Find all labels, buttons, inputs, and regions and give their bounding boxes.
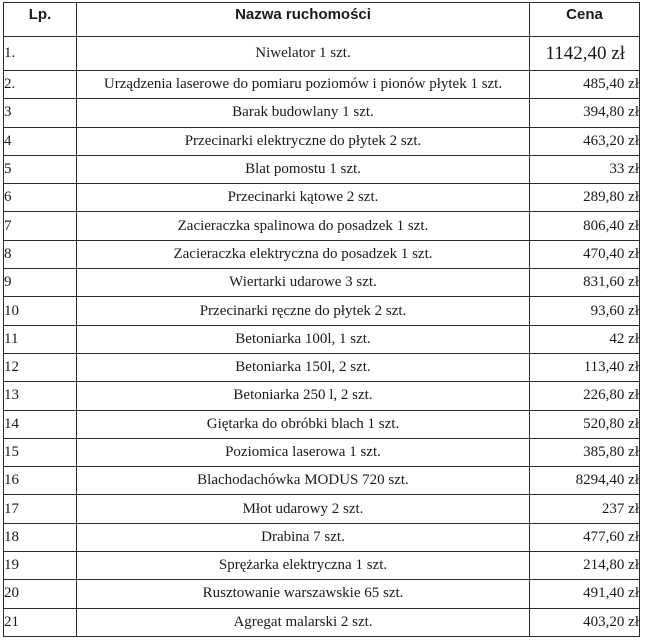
table-row [4,99,640,127]
item-price: 470,40 zł [530,240,640,268]
row-number: 14 [4,410,77,438]
row-number: 5 [4,155,77,183]
row-number: 11 [4,325,77,353]
row-number: 6 [4,184,77,212]
item-name: Przecinarki elektryczne do płytek 2 szt. [77,127,530,155]
table-row [4,184,640,212]
item-price: 463,20 zł [530,127,640,155]
row-number: 1. [4,37,77,71]
table-header [4,3,640,37]
item-name: Wiertarki udarowe 3 szt. [77,269,530,297]
item-name: Urządzenia laserowe do pomiaru poziomów i pionów płytek 1 szt. [77,71,530,99]
item-name: Rusztowanie warszawskie 65 szt. [77,580,530,608]
item-name: Poziomica laserowa 1 szt. [77,438,530,466]
row-number: 2. [4,71,77,99]
row-number: 3 [4,99,77,127]
table-row [4,37,640,71]
row-number: 19 [4,552,77,580]
item-name: Przecinarki kątowe 2 szt. [77,184,530,212]
item-name: Blat pomostu 1 szt. [77,155,530,183]
row-number: 17 [4,495,77,523]
item-name: Blachodachówka MODUS 720 szt. [77,467,530,495]
row-number: 9 [4,269,77,297]
item-name: Niwelator 1 szt. [77,37,530,71]
item-price: 491,40 zł [530,580,640,608]
table-row [4,269,640,297]
item-price: 214,80 zł [530,552,640,580]
item-name: Sprężarka elektryczna 1 szt. [77,552,530,580]
item-name: Młot udarowy 2 szt. [77,495,530,523]
table-row [4,438,640,466]
item-price: 394,80 zł [530,99,640,127]
table-row [4,71,640,99]
item-name: Betoniarka 250 l, 2 szt. [77,382,530,410]
item-price: 289,80 zł [530,184,640,212]
table-row [4,325,640,353]
table-row [4,382,640,410]
item-price: 806,40 zł [530,212,640,240]
item-name: Betoniarka 100l, 1 szt. [77,325,530,353]
row-number: 8 [4,240,77,268]
table-row [4,297,640,325]
item-name: Przecinarki ręczne do płytek 2 szt. [77,297,530,325]
table-row [4,608,640,636]
row-number: 12 [4,353,77,381]
table-row [4,212,640,240]
item-price: 1142,40 zł [530,37,640,71]
item-price: 385,80 zł [530,438,640,466]
row-number: 7 [4,212,77,240]
table-row [4,523,640,551]
item-price: 42 zł [530,325,640,353]
item-price: 33 zł [530,155,640,183]
table-row [4,495,640,523]
row-number: 21 [4,608,77,636]
item-name: Giętarka do obróbki blach 1 szt. [77,410,530,438]
row-number: 20 [4,580,77,608]
item-price: 226,80 zł [530,382,640,410]
table-body [4,37,640,637]
row-number: 16 [4,467,77,495]
item-name: Zacieraczka elektryczna do posadzek 1 szt. [77,240,530,268]
item-price: 237 zł [530,495,640,523]
row-number: 13 [4,382,77,410]
row-number: 4 [4,127,77,155]
table-row [4,467,640,495]
table-row [4,552,640,580]
item-name: Barak budowlany 1 szt. [77,99,530,127]
table-row [4,155,640,183]
assets-price-table [3,2,640,637]
item-price: 113,40 zł [530,353,640,381]
item-price: 520,80 zł [530,410,640,438]
column-header-name: Nazwa ruchomości [77,3,530,37]
table-row [4,580,640,608]
item-price: 93,60 zł [530,297,640,325]
header-row [4,3,640,37]
row-number: 15 [4,438,77,466]
column-header-price: Cena [530,3,640,37]
table-row [4,240,640,268]
table-row [4,127,640,155]
column-header-lp: Lp. [4,3,77,37]
item-price: 477,60 zł [530,523,640,551]
item-name: Zacieraczka spalinowa do posadzek 1 szt. [77,212,530,240]
item-price: 403,20 zł [530,608,640,636]
row-number: 18 [4,523,77,551]
item-price: 831,60 zł [530,269,640,297]
item-price: 485,40 zł [530,71,640,99]
row-number: 10 [4,297,77,325]
item-name: Betoniarka 150l, 2 szt. [77,353,530,381]
item-name: Drabina 7 szt. [77,523,530,551]
item-name: Agregat malarski 2 szt. [77,608,530,636]
item-price: 8294,40 zł [530,467,640,495]
table-row [4,410,640,438]
table-row [4,353,640,381]
